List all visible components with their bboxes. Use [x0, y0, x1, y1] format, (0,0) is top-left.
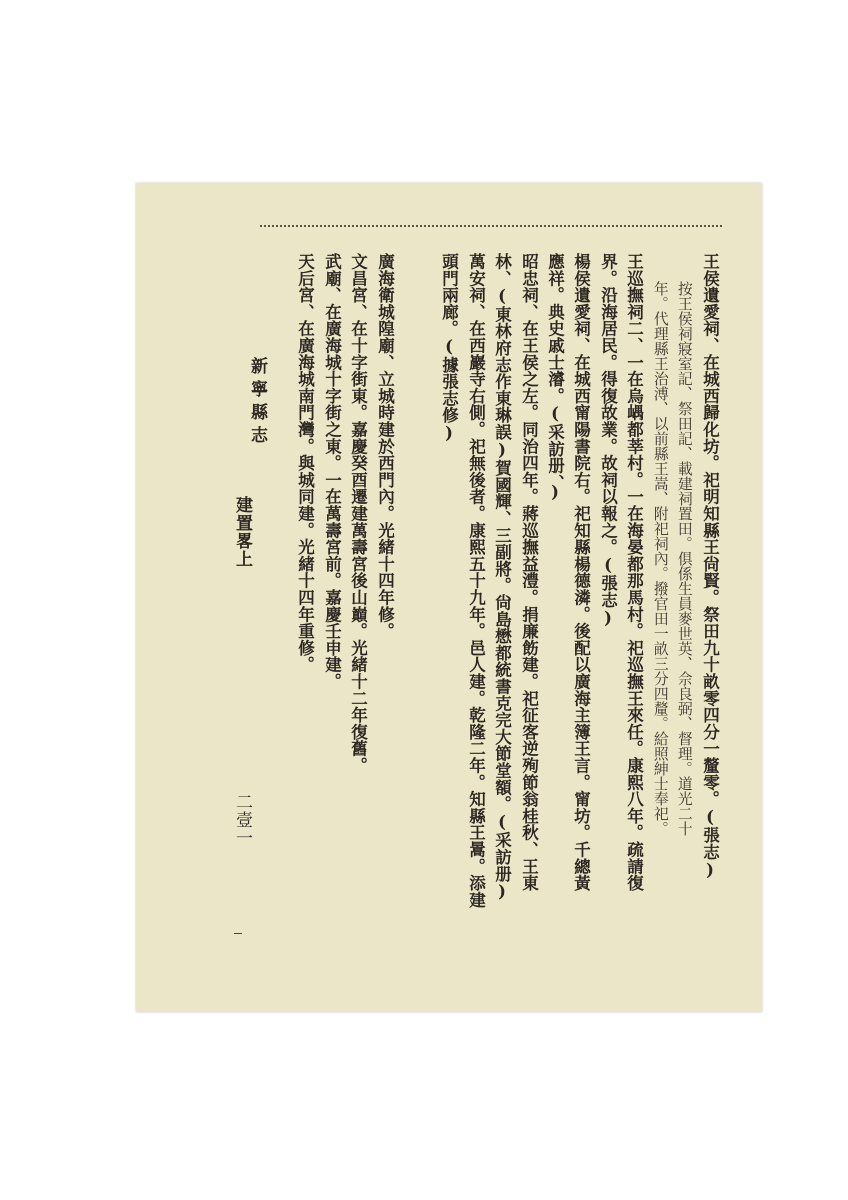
section-title: 建置畧上	[232, 496, 252, 568]
margin-mark	[234, 933, 242, 934]
column-text: 萬安祠、在西巖寺右側。祀無後者。康熙五十九年。邑人建。乾隆二年。知縣王暠。添建	[466, 253, 486, 909]
column-text: 界。沿海居民。得復故業。故祠以報之。(張志)	[598, 253, 618, 628]
column-text: 林、(東林府志作東琳誤)賀國輝、三副將。尙島懋都統書克完大節堂額。(采訪册)	[492, 253, 512, 902]
column-text: 文昌宮、在十字街東。嘉慶癸酉遷建萬壽宮後山巔。光緒十二年復舊。	[348, 253, 368, 774]
column-text: 楊侯遺愛祠、在城西甯陽書院右。祀知縣楊德潾。後配以廣海主簿王言。甯坊。千總黃	[571, 253, 591, 892]
book-title: 新寧縣志	[247, 357, 267, 449]
column-text: 王侯遺愛祠、在城西歸化坊。祀明知縣王尙賢。祭田九十畝零四分一釐零。(張志)	[700, 253, 720, 880]
page-number: 二壹一	[232, 793, 252, 847]
top-dotted-rule	[260, 225, 722, 227]
column-text: 頭門兩廊。(據張志修)	[439, 253, 459, 443]
column-note: 按王侯祠寢室記、祭田記、載建祠置田。俱係生員麥世英、佘良弼、督理。道光二十	[675, 281, 693, 836]
document-page	[136, 183, 762, 1012]
column-text: 昭忠祠、在王侯之左。同治四年。蔣巡撫益澧。捐廉飭建。祀征客逆殉節翁桂秋、王東	[519, 253, 539, 892]
column-text: 廣海衛城隍廟、立城時建於西門內。光緒十四年修。	[375, 253, 395, 640]
column-text: 王巡撫祠二、一在烏嵎都莘村。一在海晏都那馬村。祀巡撫王來任。康熙八年。疏請復	[624, 253, 644, 892]
column-note: 年。代理縣王治溥、以前縣王嵩、附祀祠內。撥官田一畝三分四釐。給照紳士奉祀。	[651, 281, 669, 836]
column-text: 天后宮、在廣海城南門灣。與城同建。光緒十四年重修。	[295, 253, 315, 673]
column-text: 武廟、在廣海城十字街之東。一在萬壽宮前。嘉慶壬申建。	[322, 253, 342, 690]
column-text: 應祥。典史戚士濬。(采訪册、)	[545, 253, 565, 502]
